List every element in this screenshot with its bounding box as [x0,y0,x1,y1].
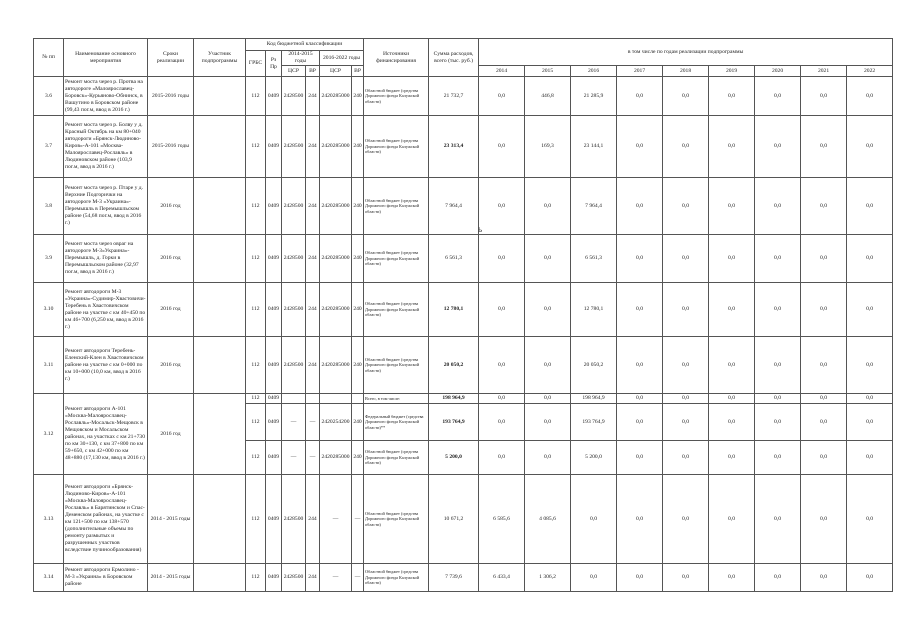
row-year-value: 0,0 [801,475,847,564]
row-term: 2016 год [148,283,194,337]
row-year-value: 0,0 [525,178,571,235]
table-row [34,283,893,337]
row-rzpr: 0409 [266,283,282,337]
header-name: Наименование основного мероприятия [64,39,148,77]
table-row [34,77,893,116]
row-term: 2016 год [148,235,194,283]
row-rzpr: 0409 [266,77,282,116]
header-vr: ВР [352,66,364,77]
row-vr-2016: 240 [352,337,364,394]
row-year-value: 0,0 [617,441,663,475]
header-participants: Участник подпрограммы [194,39,246,77]
row-csr-2016: 2420254200 [320,404,352,441]
row-rzpr: 0409 [266,337,282,394]
row-year-value: 198 964,9 [571,394,617,404]
row-participant [194,77,246,116]
row-total: 23 313,4 [429,116,479,178]
row-year-value: 0,0 [847,235,893,283]
row-year-value: 0,0 [847,283,893,337]
row-year-value: 0,0 [617,283,663,337]
row-year-value: 0,0 [847,77,893,116]
row-total: 20 050,2 [429,337,479,394]
row-csr-2016: 2420285000 [320,235,352,283]
row-year-value: 0,0 [617,77,663,116]
row-year-value: 0,0 [479,394,525,404]
row-year-value: 0,0 [847,441,893,475]
row-term: 2014 - 2015 годы [148,475,194,564]
row-participant [194,283,246,337]
row-term: 2015-2016 годы [148,116,194,178]
row-num: 3.11 [34,337,64,394]
row-source: Областной бюджет (средства Дорожного фонда Калужской области) [364,475,429,564]
header-rzpr: Рз Пр [266,51,282,77]
header-year-2017: 2017 [617,66,663,77]
row-total: 21 732,7 [429,77,479,116]
row-csr-2014: — [282,404,306,441]
row-year-value: 0,0 [755,441,801,475]
row-csr-2016: 2420285000 [320,441,352,475]
row-csr-2014: 2428500 [282,77,306,116]
row-name: Ремонт автодороги А-101 «Москва-Малоярославец-Рославль»-Мосальск-Мещовск в Мещовском и Мосальском районах, на участках с км 21+730 по км 30+130, с км 37+800 по км 59+650, с км 42+000 по км 48+880 (17,130 км, ввод в 2016 г.) [64,394,148,475]
row-rzpr: 0409 [266,475,282,564]
row-vr-2014: 244 [306,564,320,592]
row-name: Ремонт автодороги Ермолино - М-3 «Украина» в Боровском районе [64,564,148,592]
row-num: 3.9 [34,235,64,283]
row-vr-2016: 240 [352,404,364,441]
row-year-value: 0,0 [663,564,709,592]
row-vr-2016: — [352,564,364,592]
table-row [34,235,893,283]
row-year-value: 0,0 [663,77,709,116]
row-year-value: 0,0 [709,235,755,283]
row-csr-2014: 2428500 [282,337,306,394]
row-year-value: 0,0 [479,178,525,235]
row-year-value: 4 085,6 [525,475,571,564]
row-year-value: 0,0 [847,178,893,235]
row-csr-2014: 2428500 [282,235,306,283]
row-rzpr: 0409 [266,116,282,178]
row-vr-2016: 240 [352,441,364,475]
row-vr-2016: 240 [352,116,364,178]
row-csr-2014: 2428500 [282,564,306,592]
row-year-value: 0,0 [709,178,755,235]
row-year-value: 0,0 [801,441,847,475]
header-year-2021: 2021 [801,66,847,77]
row-csr-2014: 2428500 [282,116,306,178]
row-year-value: 169,3 [525,116,571,178]
row-year-value: 0,0 [755,235,801,283]
row-name: Ремонт автодороги М-3 «Украина»-Судимир-Хвастовичи-Теребень в Хвастовичском районе на участке с км 40+450 по км 46+700 (6,250 км, ввод в 2016 г.) [64,283,148,337]
row-year-value: 12 780,1 [571,283,617,337]
header-csr: ЦСР [320,66,352,77]
budget-table [33,38,893,592]
row-year-value: 0,0 [709,475,755,564]
row-vr-2014: — [306,441,320,475]
row-name: Ремонт моста через р. Протва на автодороге «Малоярославец-Боровск»-Курьяново-Обнинск, в Вашутино в Боровском районе (99,43 пог.м, ввод в 2016 г.) [64,77,148,116]
row-vr-2014: 244 [306,337,320,394]
row-year-value: 0,0 [801,116,847,178]
row-year-value: 193 764,9 [571,404,617,441]
row-grbs: 112 [246,77,266,116]
row-year-value: 0,0 [755,178,801,235]
table-header [34,39,893,77]
row-source: Областной бюджет (средства Дорожного фонда Калужской области) [364,283,429,337]
row-csr-2014: 2428500 [282,475,306,564]
row-source: Областной бюджет (средства Дорожного фонда Калужской области) [364,441,429,475]
table-row [34,475,893,564]
header-csr: ЦСР [282,66,306,77]
row-year-value: 0,0 [847,394,893,404]
row-num: 3.10 [34,283,64,337]
row-year-value: 0,0 [479,283,525,337]
row-num: 3.13 [34,475,64,564]
row-vr-2016: 240 [352,283,364,337]
row-year-value: 0,0 [525,394,571,404]
row-vr-2016 [352,394,364,404]
table-row [34,564,893,592]
row-year-value: 0,0 [801,337,847,394]
row-participant [194,394,246,475]
row-total: 6 561,3 [429,235,479,283]
row-year-value: 0,0 [755,77,801,116]
row-rzpr: 0409 [266,235,282,283]
row-year-value: 0,0 [709,77,755,116]
row-year-value: 0,0 [617,475,663,564]
row-year-value: 0,0 [847,475,893,564]
row-source: Областной бюджет (средства Дорожного фонда Калужской области) [364,564,429,592]
header-budget-codes: Код бюджетной классификации [246,39,364,51]
row-rzpr: 0409 [266,394,282,404]
row-source: Областной бюджет (средства Дорожного фонда Калужской области) [364,235,429,283]
row-year-value: 0,0 [617,394,663,404]
row-vr-2014: 244 [306,116,320,178]
row-year-value: 23 144,1 [571,116,617,178]
row-total: 198 964,9 [429,394,479,404]
row-vr-2016: 240 [352,235,364,283]
row-source: Областной бюджет (средства Дорожного фонда Калужской области) [364,116,429,178]
row-vr-2014: 244 [306,77,320,116]
row-year-value: 20 050,2 [571,337,617,394]
row-rzpr: 0409 [266,404,282,441]
row-year-value: 0,0 [479,441,525,475]
row-term: 2016 год [148,394,194,475]
row-participant [194,475,246,564]
row-grbs: 112 [246,441,266,475]
row-source: Всего, в том числе: [364,394,429,404]
row-grbs: 112 [246,404,266,441]
row-year-value: 0,0 [801,283,847,337]
row-year-value: 0,0 [571,564,617,592]
row-year-value: 6 561,3 [571,235,617,283]
row-year-value: 0,0 [571,475,617,564]
row-num: 3.6 [34,77,64,116]
header-vr: ВР [306,66,320,77]
row-grbs: 112 [246,116,266,178]
header-year-2020: 2020 [755,66,801,77]
header-sources: Источники финансирования [364,39,429,77]
row-year-value: 6 585,6 [479,475,525,564]
row-total: 7 739,6 [429,564,479,592]
row-year-value: 0,0 [617,564,663,592]
row-year-value: 1 306,2 [525,564,571,592]
row-num: 3.12 [34,394,64,475]
row-grbs: 112 [246,337,266,394]
row-year-value: 0,0 [663,337,709,394]
row-year-value: 0,0 [755,404,801,441]
row-total: 12 780,1 [429,283,479,337]
row-csr-2016: 2420285000 [320,178,352,235]
row-rzpr: 0409 [266,178,282,235]
table-row [34,394,893,404]
row-term: 2016 год [148,337,194,394]
row-name: Ремонт моста через овраг на автодороге М-3«Украина»-Перемышль, д. Горки в Перемышльском районе (32,97 пог.м, ввод в 2016 г.) [64,235,148,283]
row-vr-2016: 240 [352,77,364,116]
header-period-2014: 2014-2015 годы [282,51,320,66]
row-csr-2016: 2420285000 [320,116,352,178]
row-year-value: 0,0 [663,404,709,441]
row-year-value: 0,0 [525,337,571,394]
row-year-value: 0,0 [755,337,801,394]
row-year-value: 0,0 [801,178,847,235]
row-csr-2016 [320,394,352,404]
row-grbs: 112 [246,475,266,564]
row-year-value: 0,0 [801,394,847,404]
row-participant [194,337,246,394]
row-year-value: 0,0 [663,475,709,564]
row-year-value: 0,0 [755,116,801,178]
row-term: 2016 год [148,178,194,235]
row-year-value: 0,0 [663,178,709,235]
row-csr-2014: 2428500 [282,283,306,337]
row-year-value: 0,0 [663,235,709,283]
row-year-value: 0,0 [617,116,663,178]
row-total: 7 964,4 [429,178,479,235]
row-year-value: 0,0 [709,116,755,178]
header-year-2019: 2019 [709,66,755,77]
row-year-value: 0,0 [663,283,709,337]
row-csr-2016: 2420285000 [320,77,352,116]
row-year-value: 0,0 [847,337,893,394]
row-vr-2014 [306,394,320,404]
row-csr-2014: — [282,441,306,475]
row-source: Областной бюджет (средства Дорожного фонда Калужской области) [364,337,429,394]
row-vr-2014: 244 [306,283,320,337]
row-year-value: 0,0 [663,441,709,475]
table-row [34,337,893,394]
row-participant [194,235,246,283]
row-year-value: 0,0 [663,394,709,404]
row-year-value: 0,0 [801,404,847,441]
row-csr-2016: 2420285000 [320,337,352,394]
row-term: 2014 - 2015 годы [148,564,194,592]
header-period-2016: 2016-2022 годы [320,51,364,66]
row-year-value: 0,0 [847,564,893,592]
row-source: Областной бюджет (средства Дорожного фонда Калужской области) [364,77,429,116]
table-body [34,77,893,592]
row-participant [194,564,246,592]
row-num: 3.14 [34,564,64,592]
row-participant [194,178,246,235]
row-csr-2014 [282,394,306,404]
row-year-value: 21 285,9 [571,77,617,116]
row-year-value: 0,0 [525,441,571,475]
row-year-value: 7 964,4 [571,178,617,235]
row-year-value: 0,0 [709,404,755,441]
row-year-value: 0,0 [479,337,525,394]
row-name: Ремонт моста через р. Болву у д. Красный Октябрь на км 80+040 автодороги «Брянск-Людиново-Киров»-А-101 «Москва-Малоярославец-Рославль» в Людиновском районе (103,9 пог.м, ввод в 2016 г.) [64,116,148,178]
row-vr-2014: 244 [306,475,320,564]
row-year-value: 0,0 [755,564,801,592]
row-source: Областной бюджет (средства Дорожного фонда Калужской области) [364,178,429,235]
row-year-value: 0,0 [479,116,525,178]
row-name: Ремонт автодороги Теребень-Еленский-Клен в Хвастовичском районе на участке с км 0+000 по км 10+000 (10,0 км, ввод в 2016 г.) [64,337,148,394]
row-year-value: 0,0 [847,116,893,178]
header-year-2018: 2018 [663,66,709,77]
row-year-value: 0,0 [617,404,663,441]
header-year-2016: 2016 [571,66,617,77]
row-vr-2016: 240 [352,178,364,235]
row-grbs: 112 [246,178,266,235]
row-year-value: 0,0 [663,116,709,178]
row-term: 2015-2016 годы [148,77,194,116]
row-year-value: 0,0 [755,475,801,564]
row-participant [194,116,246,178]
header-by-years: в том числе по годам реализации подпрограммы [479,39,893,66]
header-num: № пп [34,39,64,77]
row-year-value: 0,0 [801,564,847,592]
row-rzpr: 0409 [266,441,282,475]
row-grbs: 112 [246,283,266,337]
row-total: 5 200,0 [429,441,479,475]
row-year-value: 0,0 [617,337,663,394]
header-grbs: ГРБС [246,51,266,77]
row-year-value: 0,0 [479,235,525,283]
header-year-2015: 2015 [525,66,571,77]
row-year-value: 0,0 [709,394,755,404]
row-year-value: 0,0 [709,564,755,592]
row-year-value: 0,0 [525,283,571,337]
row-grbs: 112 [246,394,266,404]
row-csr-2016: 2420285000 [320,283,352,337]
row-csr-2016: — [320,564,352,592]
stray-pen-mark: ь [478,224,483,234]
row-year-value: 0,0 [617,178,663,235]
row-name: Ремонт автодороги «Брянск-Людиново-Киров»-А-101 «Москва-Малоярославец-Рославль» в Барятинском и Спас-Деменском районах, на участке с км 121+500 по км 138+570 (дополнительные объемы по ремонту размытых и разрушенных участков вследствие пучинообразования) [64,475,148,564]
row-num: 3.8 [34,178,64,235]
row-total: 193 764,9 [429,404,479,441]
row-csr-2016: — [320,475,352,564]
row-vr-2014: — [306,404,320,441]
row-year-value: 0,0 [525,404,571,441]
row-year-value: 446,8 [525,77,571,116]
row-vr-2016: — [352,475,364,564]
row-year-value: 0,0 [801,235,847,283]
row-year-value: 0,0 [755,394,801,404]
row-grbs: 112 [246,564,266,592]
row-year-value: 6 433,4 [479,564,525,592]
table-row [34,178,893,235]
header-year-2022: 2022 [847,66,893,77]
row-vr-2014: 244 [306,235,320,283]
header-year-2014: 2014 [479,66,525,77]
row-year-value: 0,0 [709,337,755,394]
row-year-value: 0,0 [755,283,801,337]
row-year-value: 0,0 [847,404,893,441]
budget-table-page [33,38,890,592]
row-num: 3.7 [34,116,64,178]
row-year-value: 0,0 [525,235,571,283]
row-grbs: 112 [246,235,266,283]
row-total: 10 671,2 [429,475,479,564]
row-source: Федеральный бюджет (средства Дорожного фонда Калужской области)** [364,404,429,441]
table-row [34,116,893,178]
row-year-value: 0,0 [709,441,755,475]
row-year-value: 5 200,0 [571,441,617,475]
row-vr-2014: 244 [306,178,320,235]
row-year-value: 0,0 [801,77,847,116]
header-term: Сроки реализации [148,39,194,77]
row-year-value: 0,0 [709,283,755,337]
row-name: Ремонт моста через р. Птаре у д. Верхние Подгорички на автодороге М-3 «Украина»-Перемышль в Перемышльском районе (54,68 пог.м, ввод в 2016 г.) [64,178,148,235]
row-year-value: 0,0 [617,235,663,283]
row-csr-2014: 2428500 [282,178,306,235]
header-total: Сумма расходов, всего (тыс. руб.) [429,39,479,77]
row-year-value: 0,0 [479,404,525,441]
row-rzpr: 0409 [266,564,282,592]
row-year-value: 0,0 [479,77,525,116]
